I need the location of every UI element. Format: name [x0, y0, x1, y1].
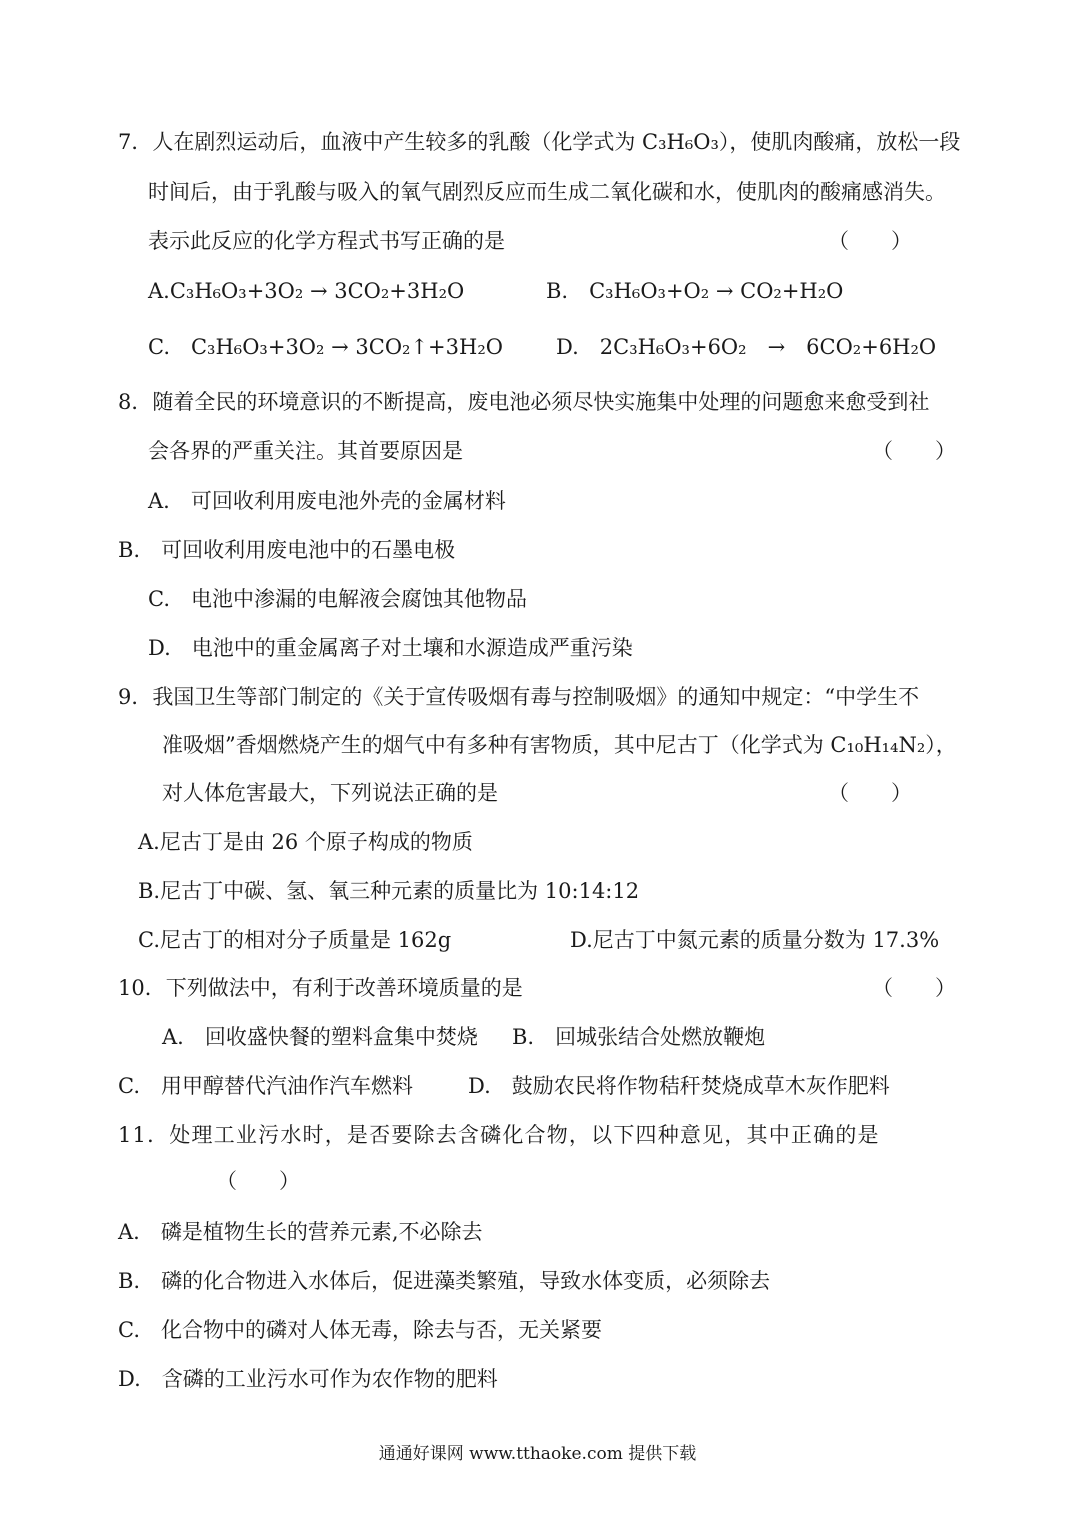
q11-stem-line-1: 11．处理工业污水时，是否要除去含磷化合物，以下四种意见，其中正确的是 [118, 1123, 880, 1147]
q8-option-d: D. 电池中的重金属离子对土壤和水源造成严重污染 [148, 636, 633, 660]
q7-stem-text-cont: ），使肌肉酸痛，放松一段 [718, 130, 961, 154]
q7-option-b: B. C₃H₆O₃+O₂ → CO₂+H₂O [546, 279, 844, 303]
q10-option-a: A. 回收盛快餐的塑料盒集中焚烧 [162, 1025, 478, 1049]
q7-option-c: C. C₃H₆O₃+3O₂ → 3CO₂↑+3H₂O [148, 335, 503, 359]
q11-option-a: A. 磷是植物生长的营养元素,不必除去 [118, 1220, 483, 1244]
q7-stem-line-2: 时间后，由于乳酸与吸入的氧气剧烈反应而生成二氧化碳和水，使肌肉的酸痛感消失。 [148, 180, 946, 204]
q8-stem-line-2: 会各界的严重关注。其首要原因是 [148, 439, 463, 463]
q11-option-b: B. 磷的化合物进入水体后，促进藻类繁殖，导致水体变质，必须除去 [118, 1269, 771, 1293]
q10-answer-blank: （ ） [872, 976, 956, 1000]
q7-option-d: D. 2C₃H₆O₃+6O₂ → 6CO₂+6H₂O [556, 335, 937, 359]
q8-option-c: C. 电池中渗漏的电解液会腐蚀其他物品 [148, 587, 527, 611]
q11-option-d: D. 含磷的工业污水可作为农作物的肥料 [118, 1367, 498, 1391]
q8-stem-line-1: 8．随着全民的环境意识的不断提高，废电池必须尽快实施集中处理的问题愈来愈受到社 [118, 390, 930, 414]
q9-option-d: D.尼古丁中氮元素的质量分数为 17.3% [570, 928, 940, 952]
q9-option-a: A.尼古丁是由 26 个原子构成的物质 [138, 830, 473, 854]
q10-option-b: B. 回城张结合处燃放鞭炮 [512, 1025, 766, 1049]
q7-stem-line-3: 表示此反应的化学方程式书写正确的是 [148, 229, 505, 253]
q9-answer-blank: （ ） [828, 781, 912, 805]
q9-stem-line-2: 准吸烟”香烟燃烧产生的烟气中有多种有害物质，其中尼古丁（化学式为 C₁₀H₁₄N₂）， [162, 733, 957, 757]
q8-answer-blank: （ ） [872, 439, 956, 463]
q7-option-a: A.C₃H₆O₃+3O₂ → 3CO₂+3H₂O [148, 279, 465, 303]
q7-stem-text: 7．人在剧烈运动后，血液中产生较多的乳酸（化学式为 C [118, 130, 659, 154]
q11-option-c: C. 化合物中的磷对人体无毒，除去与否，无关紧要 [118, 1318, 602, 1342]
q9-option-b: B.尼古丁中碳、氢、氧三种元素的质量比为 10:14:12 [138, 879, 640, 903]
q7-stem-line-1: 7．人在剧烈运动后，血液中产生较多的乳酸（化学式为 C₃H₆O₃），使肌肉酸痛，放松一段 [118, 130, 961, 154]
q10-stem-line-1: 10．下列做法中，有利于改善环境质量的是 [118, 976, 523, 1000]
q9-option-c: C.尼古丁的相对分子质量是 162g [138, 928, 452, 952]
q9-stem-line-3: 对人体危害最大，下列说法正确的是 [162, 781, 498, 805]
q9-stem-line-1: 9．我国卫生等部门制定的《关于宣传吸烟有毒与控制吸烟》的通知中规定：“中学生不 [118, 685, 920, 709]
q8-option-a: A. 可回收利用废电池外壳的金属材料 [148, 489, 506, 513]
q8-option-b: B. 可回收利用废电池中的石墨电极 [118, 538, 456, 562]
q10-option-d: D. 鼓励农民将作物秸秆焚烧成草木灰作肥料 [468, 1074, 890, 1098]
q10-option-c: C. 用甲醇替代汽油作汽车燃料 [118, 1074, 413, 1098]
page-footer: 通通好课网 www.tthaoke.com 提供下载 [378, 1444, 697, 1464]
q11-answer-blank: （ ） [216, 1169, 300, 1193]
q7-answer-blank: （ ） [828, 229, 912, 253]
